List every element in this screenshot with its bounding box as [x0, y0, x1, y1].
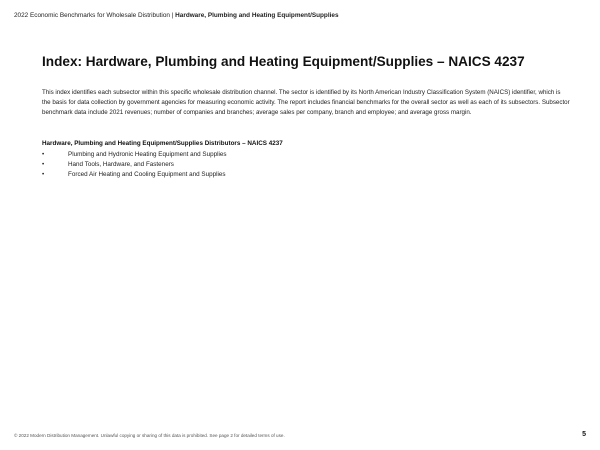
bullet-icon: • — [42, 161, 45, 168]
list-item-label: Plumbing and Hydronic Heating Equipment and Supplies — [68, 151, 227, 158]
subsector-list-heading: Hardware, Plumbing and Heating Equipment/Supplies Distributors – NAICS 4237 — [42, 140, 283, 147]
running-header — [14, 12, 339, 19]
list-item-label: Forced Air Heating and Cooling Equipment and Supplies — [68, 171, 226, 178]
page-number: 5 — [582, 431, 586, 438]
list-item — [42, 150, 227, 160]
list-item — [42, 160, 227, 170]
subsector-list — [42, 150, 227, 180]
intro-paragraph: This index identifies each subsector within this specific wholesale distribution channel. The sector is identified by its North American Industry Classification System (NAICS) identifier, which is the basis for data collection by government agencies for measuring economic activity. The report includes financial benchmarks for the overall sector as well as each of its subsectors. Subsector benchmark data include 2021 revenues; number of companies and branches; average sales per company, branch and employee; and average gross margin. — [42, 89, 570, 116]
bullet-icon: • — [42, 151, 45, 158]
list-item — [42, 170, 227, 180]
list-item-label: Hand Tools, Hardware, and Fasteners — [68, 161, 174, 168]
page-title: Index: Hardware, Plumbing and Heating Equipment/Supplies – NAICS 4237 — [42, 54, 525, 69]
section-title: Hardware, Plumbing and Heating Equipment/Supplies — [175, 12, 339, 19]
publication-title: 2022 Economic Benchmarks for Wholesale Distribution | — [14, 12, 176, 19]
bullet-icon: • — [42, 171, 45, 178]
footer-copyright: © 2022 Modern Distribution Management. Unlawful copying or sharing of this data is prohibited. See page 2 for detailed terms of use. — [14, 433, 285, 438]
